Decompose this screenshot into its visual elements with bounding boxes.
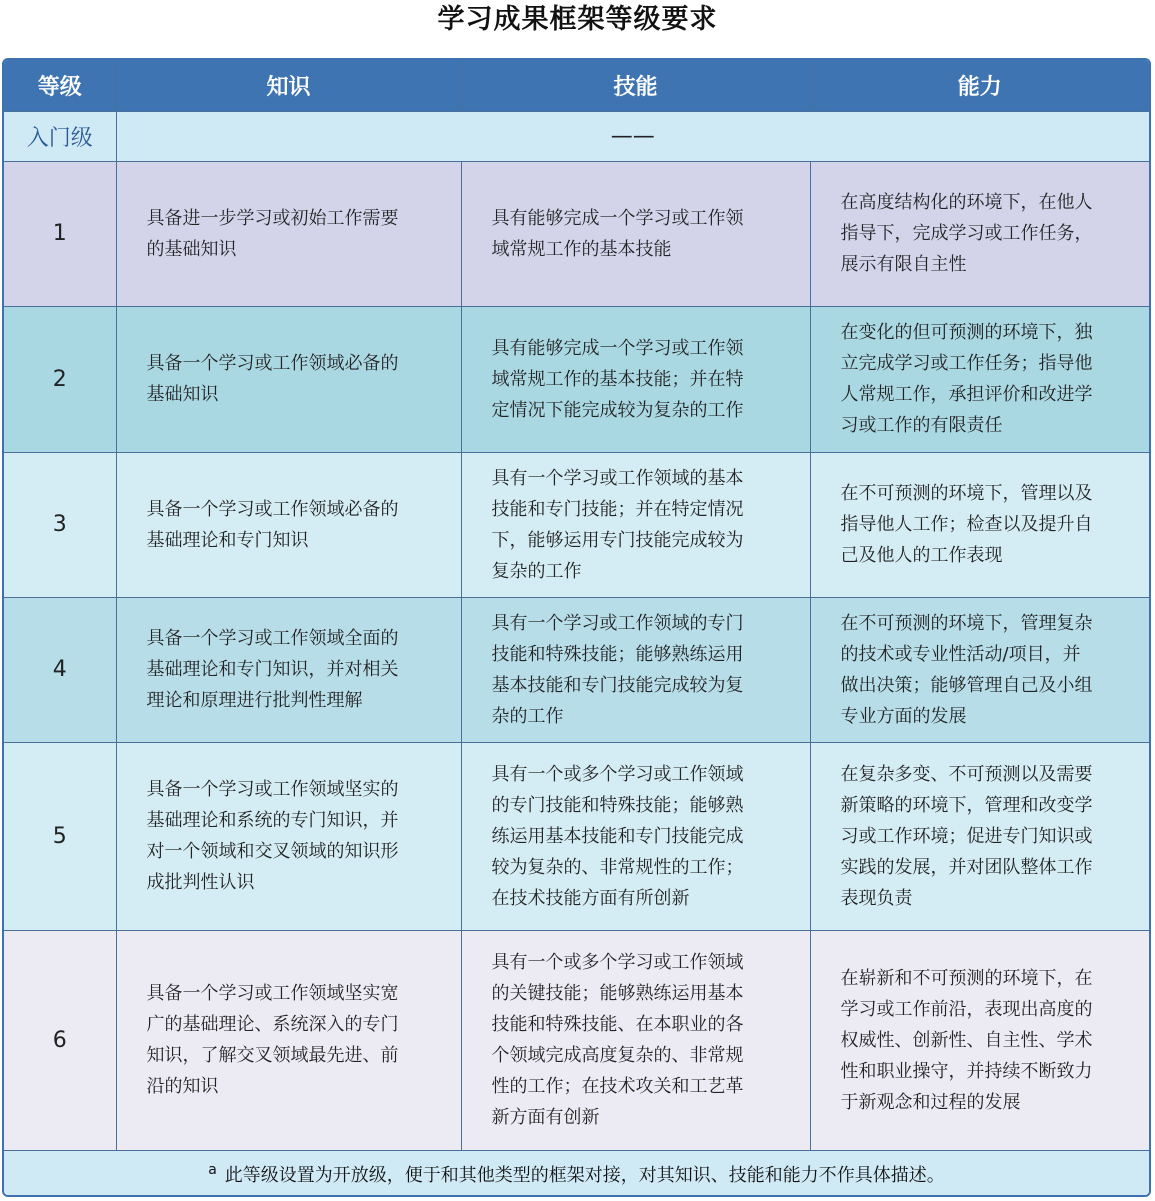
skills-line: 具有一个学习或工作领域的基本 <box>491 467 744 489</box>
knowledge-line: 基础知识 <box>146 384 219 405</box>
skills-line: 技能和特殊技能；能够熟练运用 <box>491 643 744 665</box>
skills-line: 复杂的工作 <box>491 560 582 582</box>
competence-line: 在崭新和不可预测的环境下，在 <box>840 967 1093 989</box>
competence-line: 于新观念和过程的发展 <box>840 1091 1021 1113</box>
knowledge-line: 具备进一步学习或初始工作需要 <box>146 207 399 229</box>
level-number: 2 <box>4 306 116 452</box>
knowledge-line: 具备一个学习或工作领域坚实宽 <box>146 983 399 1004</box>
competence-line: 在不可预测的环境下，管理以及 <box>840 483 1093 504</box>
page-title: 学习成果框架等级要求 <box>437 4 718 35</box>
competence-line: 习或工作的有限责任 <box>840 415 1003 436</box>
header-competence: 能力 <box>810 60 1149 111</box>
knowledge-line: 对一个领域和交叉领域的知识形 <box>146 841 399 862</box>
knowledge-line: 的基础知识 <box>146 238 237 260</box>
knowledge-line: 基础理论和专门知识，并对相关 <box>146 659 399 680</box>
level-number: 6 <box>4 930 116 1150</box>
skills-line: 技能和特殊技能、在本职业的各 <box>491 1014 744 1035</box>
knowledge-line: 基础理论和专门知识 <box>146 529 309 551</box>
level-row <box>4 597 1149 742</box>
skills-line: 的专门技能和特殊技能；能够熟 <box>491 794 744 816</box>
skills-line: 具有能够完成一个学习或工作领 <box>491 337 744 359</box>
knowledge-cell <box>116 742 461 930</box>
knowledge-cell <box>116 597 461 742</box>
skills-line: 性的工作；在技术攻关和工艺革 <box>491 1076 744 1097</box>
level-number: 5 <box>4 742 116 930</box>
footnote-text: 此等级设置为开放级，便于和其他类型的框架对接，对其知识、技能和能力不作具体描述。 <box>224 1165 945 1187</box>
competence-line: 在变化的但可预测的环境下，独 <box>840 322 1093 343</box>
entry-level-content: —— <box>116 111 1149 161</box>
knowledge-line: 沿的知识 <box>146 1076 219 1097</box>
footnote <box>4 1150 1149 1197</box>
level-number: 4 <box>4 597 116 742</box>
skills-cell <box>461 930 810 1150</box>
knowledge-cell <box>116 306 461 452</box>
competence-cell <box>810 306 1149 452</box>
requirements-table-frame <box>2 58 1151 1197</box>
competence-cell <box>810 930 1149 1150</box>
skills-line: 技能和专门技能；并在特定情况 <box>491 498 744 520</box>
knowledge-line: 基础理论和系统的专门知识，并 <box>146 810 399 831</box>
skills-line: 定情况下能完成较为复杂的工作 <box>491 399 744 421</box>
skills-line: 具有一个或多个学习或工作领域 <box>491 952 744 973</box>
skills-line: 个领域完成高度复杂的、非常规 <box>491 1045 744 1066</box>
skills-line: 杂的工作 <box>491 705 564 727</box>
skills-line: 练运用基本技能和专门技能完成 <box>491 825 744 847</box>
competence-line: 做出决策；能够管理自己及小组 <box>840 674 1093 696</box>
skills-line: 域常规工作的基本技能；并在特 <box>491 368 744 390</box>
competence-line: 指导下，完成学习或工作任务， <box>840 223 1093 244</box>
competence-line: 习或工作环境；促进专门知识或 <box>840 825 1093 847</box>
knowledge-line: 成批判性认识 <box>146 872 255 893</box>
competence-line: 学习或工作前沿，表现出高度的 <box>840 998 1093 1020</box>
knowledge-line: 广的基础理论、系统深入的专门 <box>146 1014 399 1035</box>
competence-line: 在不可预测的环境下，管理复杂 <box>840 612 1093 634</box>
competence-line: 表现负责 <box>840 887 913 909</box>
entry-level-row <box>4 111 1149 161</box>
competence-line: 在高度结构化的环境下，在他人 <box>840 192 1093 213</box>
header-level: 等级 <box>4 60 116 111</box>
competence-line: 的技术或专业性活动/项目，并 <box>840 643 1081 665</box>
competence-cell <box>810 597 1149 742</box>
skills-line: 下，能够运用专门技能完成较为 <box>491 529 744 551</box>
level-row <box>4 161 1149 306</box>
skills-cell <box>461 161 810 306</box>
skills-line: 的关键技能；能够熟练运用基本 <box>491 983 744 1004</box>
level-row <box>4 452 1149 597</box>
skills-cell <box>461 306 810 452</box>
knowledge-line: 具备一个学习或工作领域全面的 <box>146 628 399 649</box>
requirements-table <box>4 60 1149 1197</box>
level-row <box>4 742 1149 930</box>
level-row <box>4 306 1149 452</box>
knowledge-line: 具备一个学习或工作领域坚实的 <box>146 779 399 800</box>
entry-level-label: 入门级 <box>4 111 116 161</box>
competence-cell <box>810 452 1149 597</box>
footnote-row <box>4 1150 1149 1197</box>
competence-line: 专业方面的发展 <box>840 705 967 727</box>
competence-cell <box>810 742 1149 930</box>
competence-line: 展示有限自主性 <box>840 254 967 275</box>
skills-line: 域常规工作的基本技能 <box>491 238 672 260</box>
competence-line: 在复杂多变、不可预测以及需要 <box>840 763 1093 785</box>
level-number: 1 <box>4 161 116 306</box>
skills-line: 基本技能和专门技能完成较为复 <box>491 674 744 696</box>
knowledge-line: 具备一个学习或工作领域必备的 <box>146 498 399 520</box>
skills-cell <box>461 597 810 742</box>
knowledge-cell <box>116 161 461 306</box>
skills-line: 新方面有创新 <box>491 1107 600 1128</box>
skills-cell <box>461 452 810 597</box>
level-row <box>4 930 1149 1150</box>
competence-line: 权威性、创新性、自主性、学术 <box>840 1029 1093 1051</box>
competence-line: 新策略的环境下，管理和改变学 <box>840 794 1093 816</box>
skills-line: 在技术技能方面有所创新 <box>491 887 690 909</box>
knowledge-cell <box>116 930 461 1150</box>
competence-line: 人常规工作，承担评价和改进学 <box>840 384 1093 405</box>
skills-line: 具有能够完成一个学习或工作领 <box>491 207 744 229</box>
competence-line: 性和职业操守，并持续不断致力 <box>840 1060 1093 1082</box>
competence-cell <box>810 161 1149 306</box>
skills-line: 具有一个学习或工作领域的专门 <box>491 612 744 634</box>
competence-line: 己及他人的工作表现 <box>840 545 1003 566</box>
competence-line: 指导他人工作；检查以及提升自 <box>840 514 1093 535</box>
knowledge-line: 理论和原理进行批判性理解 <box>146 690 363 711</box>
competence-line: 实践的发展，并对团队整体工作 <box>840 856 1093 878</box>
skills-line: 具有一个或多个学习或工作领域 <box>491 763 744 785</box>
knowledge-cell <box>116 452 461 597</box>
competence-line: 立完成学习或工作任务；指导他 <box>840 353 1093 374</box>
knowledge-line: 具备一个学习或工作领域必备的 <box>146 353 399 374</box>
skills-line: 较为复杂的、非常规性的工作； <box>491 856 744 878</box>
knowledge-line: 知识，了解交叉领域最先进、前 <box>146 1045 399 1066</box>
level-number: 3 <box>4 452 116 597</box>
header-skills: 技能 <box>461 60 810 111</box>
skills-cell <box>461 742 810 930</box>
header-row <box>4 60 1149 111</box>
footnote-marker: a <box>208 1162 217 1179</box>
header-knowledge: 知识 <box>116 60 461 111</box>
